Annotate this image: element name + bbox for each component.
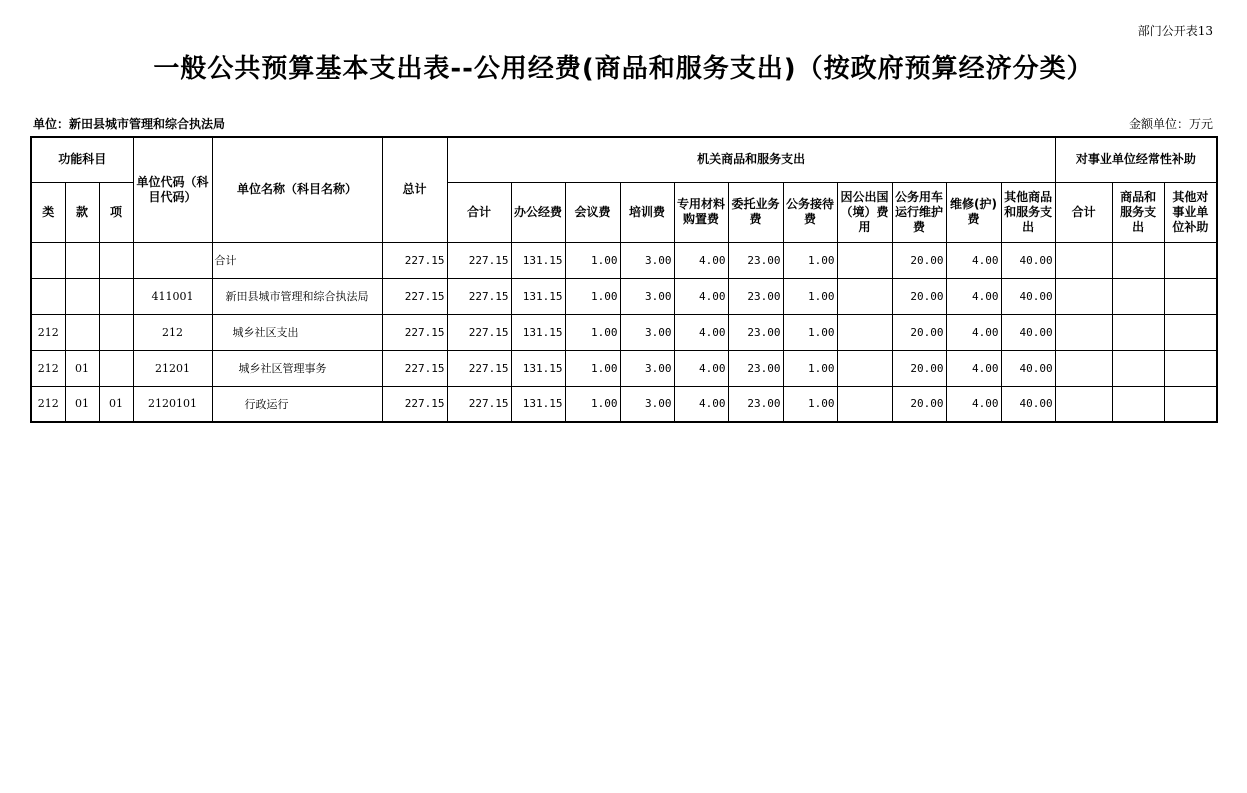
header-a-col: 合计 bbox=[447, 182, 511, 242]
cell-office: 131.15 bbox=[511, 314, 565, 350]
cell-kuan: 01 bbox=[65, 386, 99, 422]
cell-meeting: 1.00 bbox=[565, 386, 620, 422]
cell-code: 212 bbox=[133, 314, 212, 350]
cell-commission: 23.00 bbox=[728, 350, 783, 386]
cell-kuan bbox=[65, 278, 99, 314]
cell-xiang bbox=[99, 242, 133, 278]
cell-commission: 23.00 bbox=[728, 314, 783, 350]
cell-abroad bbox=[837, 350, 892, 386]
cell-b-total bbox=[1055, 314, 1112, 350]
header-a-col: 会议费 bbox=[565, 182, 620, 242]
cell-reception: 1.00 bbox=[783, 350, 837, 386]
cell-meeting: 1.00 bbox=[565, 278, 620, 314]
cell-kuan bbox=[65, 242, 99, 278]
header-lei: 类 bbox=[31, 182, 65, 242]
budget-table bbox=[30, 136, 1218, 423]
cell-office: 131.15 bbox=[511, 278, 565, 314]
cell-a-total: 227.15 bbox=[447, 278, 511, 314]
cell-materials: 4.00 bbox=[674, 350, 728, 386]
table-row bbox=[31, 314, 1217, 350]
cell-abroad bbox=[837, 278, 892, 314]
cell-repair: 4.00 bbox=[946, 242, 1001, 278]
cell-xiang: 01 bbox=[99, 386, 133, 422]
cell-lei bbox=[31, 242, 65, 278]
cell-b-other bbox=[1164, 278, 1217, 314]
header-a-col: 专用材料购置费 bbox=[674, 182, 728, 242]
cell-training: 3.00 bbox=[620, 278, 674, 314]
cell-other: 40.00 bbox=[1001, 314, 1055, 350]
cell-materials: 4.00 bbox=[674, 314, 728, 350]
header-a-col: 维修(护)费 bbox=[946, 182, 1001, 242]
header-b-col: 其他对事业单位补助 bbox=[1164, 182, 1217, 242]
cell-repair: 4.00 bbox=[946, 350, 1001, 386]
cell-vehicle: 20.00 bbox=[892, 242, 946, 278]
cell-lei: 212 bbox=[31, 314, 65, 350]
header-a-col: 公务用车运行维护费 bbox=[892, 182, 946, 242]
cell-b-other bbox=[1164, 314, 1217, 350]
cell-reception: 1.00 bbox=[783, 242, 837, 278]
cell-vehicle: 20.00 bbox=[892, 278, 946, 314]
header-a-col: 因公出国（境）费用 bbox=[837, 182, 892, 242]
cell-name: 城乡社区支出 bbox=[212, 314, 382, 350]
cell-a-total: 227.15 bbox=[447, 314, 511, 350]
cell-vehicle: 20.00 bbox=[892, 386, 946, 422]
cell-abroad bbox=[837, 386, 892, 422]
page-title: 一般公共预算基本支出表--公用经费(商品和服务支出)（按政府预算经济分类） bbox=[153, 54, 1094, 84]
cell-reception: 1.00 bbox=[783, 386, 837, 422]
cell-b-total bbox=[1055, 386, 1112, 422]
cell-training: 3.00 bbox=[620, 386, 674, 422]
cell-office: 131.15 bbox=[511, 350, 565, 386]
cell-abroad bbox=[837, 242, 892, 278]
header-b-col: 商品和服务支出 bbox=[1112, 182, 1164, 242]
cell-other: 40.00 bbox=[1001, 350, 1055, 386]
cell-b-goods bbox=[1112, 350, 1164, 386]
cell-name: 新田县城市管理和综合执法局 bbox=[212, 278, 382, 314]
cell-a-total: 227.15 bbox=[447, 386, 511, 422]
unit-label: 单位：新田县城市管理和综合执法局 bbox=[33, 117, 226, 131]
cell-b-total bbox=[1055, 278, 1112, 314]
amount-unit-label: 金额单位：万元 bbox=[1128, 117, 1213, 131]
cell-kuan bbox=[65, 314, 99, 350]
cell-xiang bbox=[99, 278, 133, 314]
cell-total: 227.15 bbox=[382, 278, 447, 314]
cell-xiang bbox=[99, 314, 133, 350]
cell-other: 40.00 bbox=[1001, 242, 1055, 278]
cell-vehicle: 20.00 bbox=[892, 314, 946, 350]
header-group-b: 对事业单位经常性补助 bbox=[1055, 137, 1217, 182]
table-number-label: 部门公开表13 bbox=[1137, 24, 1213, 38]
cell-b-goods bbox=[1112, 314, 1164, 350]
header-a-col: 委托业务费 bbox=[728, 182, 783, 242]
table-row bbox=[31, 350, 1217, 386]
cell-name: 行政运行 bbox=[212, 386, 382, 422]
cell-a-total: 227.15 bbox=[447, 350, 511, 386]
cell-reception: 1.00 bbox=[783, 314, 837, 350]
cell-meeting: 1.00 bbox=[565, 242, 620, 278]
cell-training: 3.00 bbox=[620, 314, 674, 350]
cell-code: 2120101 bbox=[133, 386, 212, 422]
cell-materials: 4.00 bbox=[674, 386, 728, 422]
header-total: 总计 bbox=[382, 137, 447, 242]
header-b-col: 合计 bbox=[1055, 182, 1112, 242]
cell-commission: 23.00 bbox=[728, 278, 783, 314]
cell-b-total bbox=[1055, 350, 1112, 386]
cell-meeting: 1.00 bbox=[565, 314, 620, 350]
cell-code bbox=[133, 242, 212, 278]
header-a-col: 培训费 bbox=[620, 182, 674, 242]
header-kuan: 款 bbox=[65, 182, 99, 242]
cell-name: 城乡社区管理事务 bbox=[212, 350, 382, 386]
cell-code: 21201 bbox=[133, 350, 212, 386]
cell-abroad bbox=[837, 314, 892, 350]
header-a-col: 其他商品和服务支出 bbox=[1001, 182, 1055, 242]
cell-commission: 23.00 bbox=[728, 242, 783, 278]
cell-lei bbox=[31, 278, 65, 314]
cell-b-other bbox=[1164, 242, 1217, 278]
cell-vehicle: 20.00 bbox=[892, 350, 946, 386]
table-row bbox=[31, 278, 1217, 314]
cell-meeting: 1.00 bbox=[565, 350, 620, 386]
cell-total: 227.15 bbox=[382, 386, 447, 422]
header-unit-name: 单位名称（科目名称） bbox=[212, 137, 382, 242]
cell-office: 131.15 bbox=[511, 386, 565, 422]
cell-b-goods bbox=[1112, 278, 1164, 314]
header-xiang: 项 bbox=[99, 182, 133, 242]
cell-b-total bbox=[1055, 242, 1112, 278]
table-row bbox=[31, 386, 1217, 422]
cell-office: 131.15 bbox=[511, 242, 565, 278]
cell-reception: 1.00 bbox=[783, 278, 837, 314]
cell-repair: 4.00 bbox=[946, 386, 1001, 422]
cell-materials: 4.00 bbox=[674, 278, 728, 314]
cell-other: 40.00 bbox=[1001, 278, 1055, 314]
header-a-col: 办公经费 bbox=[511, 182, 565, 242]
header-a-col: 公务接待费 bbox=[783, 182, 837, 242]
cell-total: 227.15 bbox=[382, 314, 447, 350]
cell-lei: 212 bbox=[31, 386, 65, 422]
cell-training: 3.00 bbox=[620, 242, 674, 278]
cell-xiang bbox=[99, 350, 133, 386]
cell-b-other bbox=[1164, 350, 1217, 386]
cell-materials: 4.00 bbox=[674, 242, 728, 278]
header-group-a: 机关商品和服务支出 bbox=[447, 137, 1055, 182]
cell-kuan: 01 bbox=[65, 350, 99, 386]
cell-b-goods bbox=[1112, 386, 1164, 422]
cell-repair: 4.00 bbox=[946, 278, 1001, 314]
cell-lei: 212 bbox=[31, 350, 65, 386]
cell-total: 227.15 bbox=[382, 242, 447, 278]
cell-other: 40.00 bbox=[1001, 386, 1055, 422]
header-func-subject: 功能科目 bbox=[31, 137, 133, 182]
cell-code: 411001 bbox=[133, 278, 212, 314]
cell-training: 3.00 bbox=[620, 350, 674, 386]
cell-name: 合计 bbox=[212, 242, 382, 278]
cell-b-goods bbox=[1112, 242, 1164, 278]
cell-b-other bbox=[1164, 386, 1217, 422]
cell-repair: 4.00 bbox=[946, 314, 1001, 350]
header-unit-code: 单位代码（科目代码） bbox=[133, 137, 212, 242]
table-row bbox=[31, 242, 1217, 278]
cell-commission: 23.00 bbox=[728, 386, 783, 422]
cell-a-total: 227.15 bbox=[447, 242, 511, 278]
cell-total: 227.15 bbox=[382, 350, 447, 386]
